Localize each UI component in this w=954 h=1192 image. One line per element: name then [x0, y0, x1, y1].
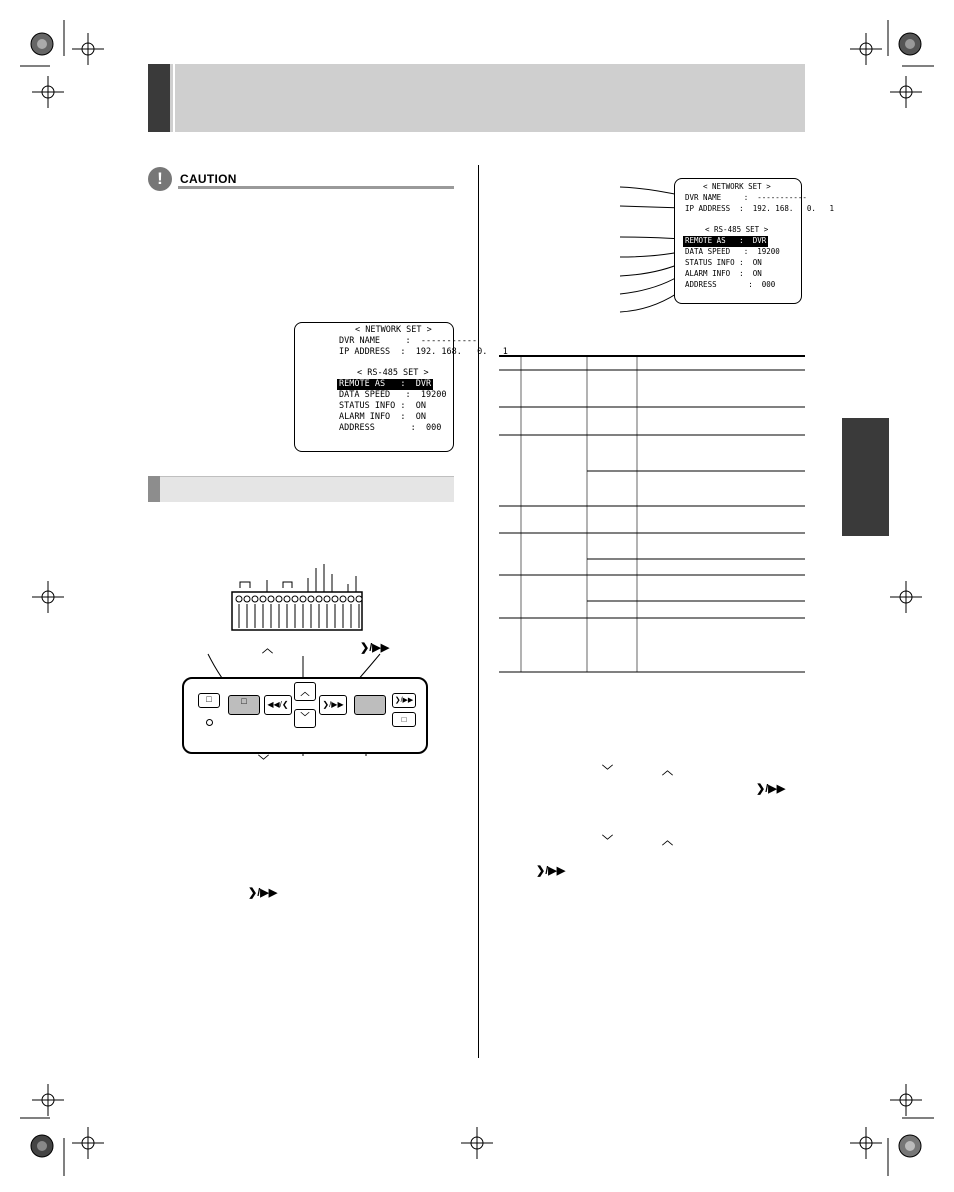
crop-marks-bottom-right	[824, 1066, 934, 1176]
up-icon: ︿	[262, 643, 273, 655]
osd-status-info: STATUS INFO : ON	[685, 258, 762, 267]
settings-table	[499, 355, 806, 675]
play-icon: ❯/▶▶	[394, 697, 414, 704]
forward-icon: ❯/▶▶	[360, 642, 390, 654]
remote-control-panel	[182, 677, 428, 754]
osd-ip-address: IP ADDRESS : 192. 168. 0. 1	[339, 347, 508, 357]
osd-status-info: STATUS INFO : ON	[339, 401, 426, 411]
down-icon: ﹀	[258, 755, 269, 767]
osd-network-header: < NETWORK SET >	[703, 182, 771, 191]
menu-button[interactable]	[228, 695, 260, 715]
power-button[interactable]	[198, 693, 220, 708]
up-icon: ︿	[300, 687, 310, 697]
osd-alarm-info: ALARM INFO : ON	[339, 412, 426, 422]
osd-dvr-name: DVR NAME : -----------	[685, 193, 807, 202]
down-icon: ﹀	[602, 835, 613, 847]
crop-marks-bottom-left	[20, 1066, 130, 1176]
caution-title: CAUTION	[180, 172, 237, 186]
square-icon: □	[206, 694, 212, 704]
down-icon: ﹀	[602, 765, 613, 777]
chapter-side-tab	[842, 418, 889, 536]
crop-marks-top-right	[824, 20, 934, 130]
up-button[interactable]	[294, 682, 316, 701]
osd-ip-address: IP ADDRESS : 192. 168. 0. 1	[685, 204, 835, 213]
osd-remote-as: REMOTE AS : DVR	[685, 236, 767, 245]
osd-screen-left	[294, 322, 508, 452]
osd-rs485-header: < RS-485 SET >	[357, 368, 429, 378]
page-header-band	[148, 64, 805, 132]
terminal-block-diagram	[228, 560, 368, 634]
osd-address: ADDRESS : 000	[685, 280, 776, 289]
caution-underline	[178, 186, 454, 189]
rewind-button[interactable]	[264, 695, 292, 715]
forward-icon: ❯/▶▶	[322, 700, 344, 709]
crop-marks-top-left	[20, 20, 130, 130]
osd-alarm-info: ALARM INFO : ON	[685, 269, 762, 278]
indicator-led	[206, 719, 213, 726]
down-icon: ﹀	[300, 712, 310, 722]
column-divider	[478, 165, 479, 1058]
forward-button[interactable]	[319, 695, 347, 715]
section-heading-tab	[148, 476, 160, 502]
up-icon: ︿	[662, 765, 673, 777]
osd-dvr-name: DVR NAME : -----------	[339, 336, 478, 346]
osd-rs485-header: < RS-485 SET >	[705, 225, 769, 234]
forward-icon: ❯/▶▶	[248, 887, 278, 899]
up-icon: ︿	[662, 835, 673, 847]
osd-data-speed: DATA SPEED : 19200	[685, 247, 780, 256]
exclamation-icon: !	[148, 167, 172, 191]
down-button[interactable]	[294, 709, 316, 728]
osd-screen-right	[674, 178, 835, 304]
section-heading-bar	[148, 476, 454, 502]
osd-network-header: < NETWORK SET >	[355, 325, 432, 335]
stop-button[interactable]	[392, 712, 416, 727]
playback-button[interactable]	[392, 693, 416, 708]
forward-icon: ❯/▶▶	[536, 865, 566, 877]
square-icon: □	[241, 696, 247, 706]
forward-icon: ❯/▶▶	[756, 783, 786, 795]
rewind-icon: ◀◀/❮	[267, 700, 289, 709]
osd-data-speed: DATA SPEED : 19200	[339, 390, 447, 400]
page-header-tab	[148, 64, 170, 132]
osd-address: ADDRESS : 000	[339, 423, 442, 433]
stop-icon: □	[401, 715, 407, 724]
enter-button[interactable]	[354, 695, 386, 715]
page-header-divider	[173, 64, 175, 132]
osd-remote-as: REMOTE AS : DVR	[339, 379, 432, 389]
